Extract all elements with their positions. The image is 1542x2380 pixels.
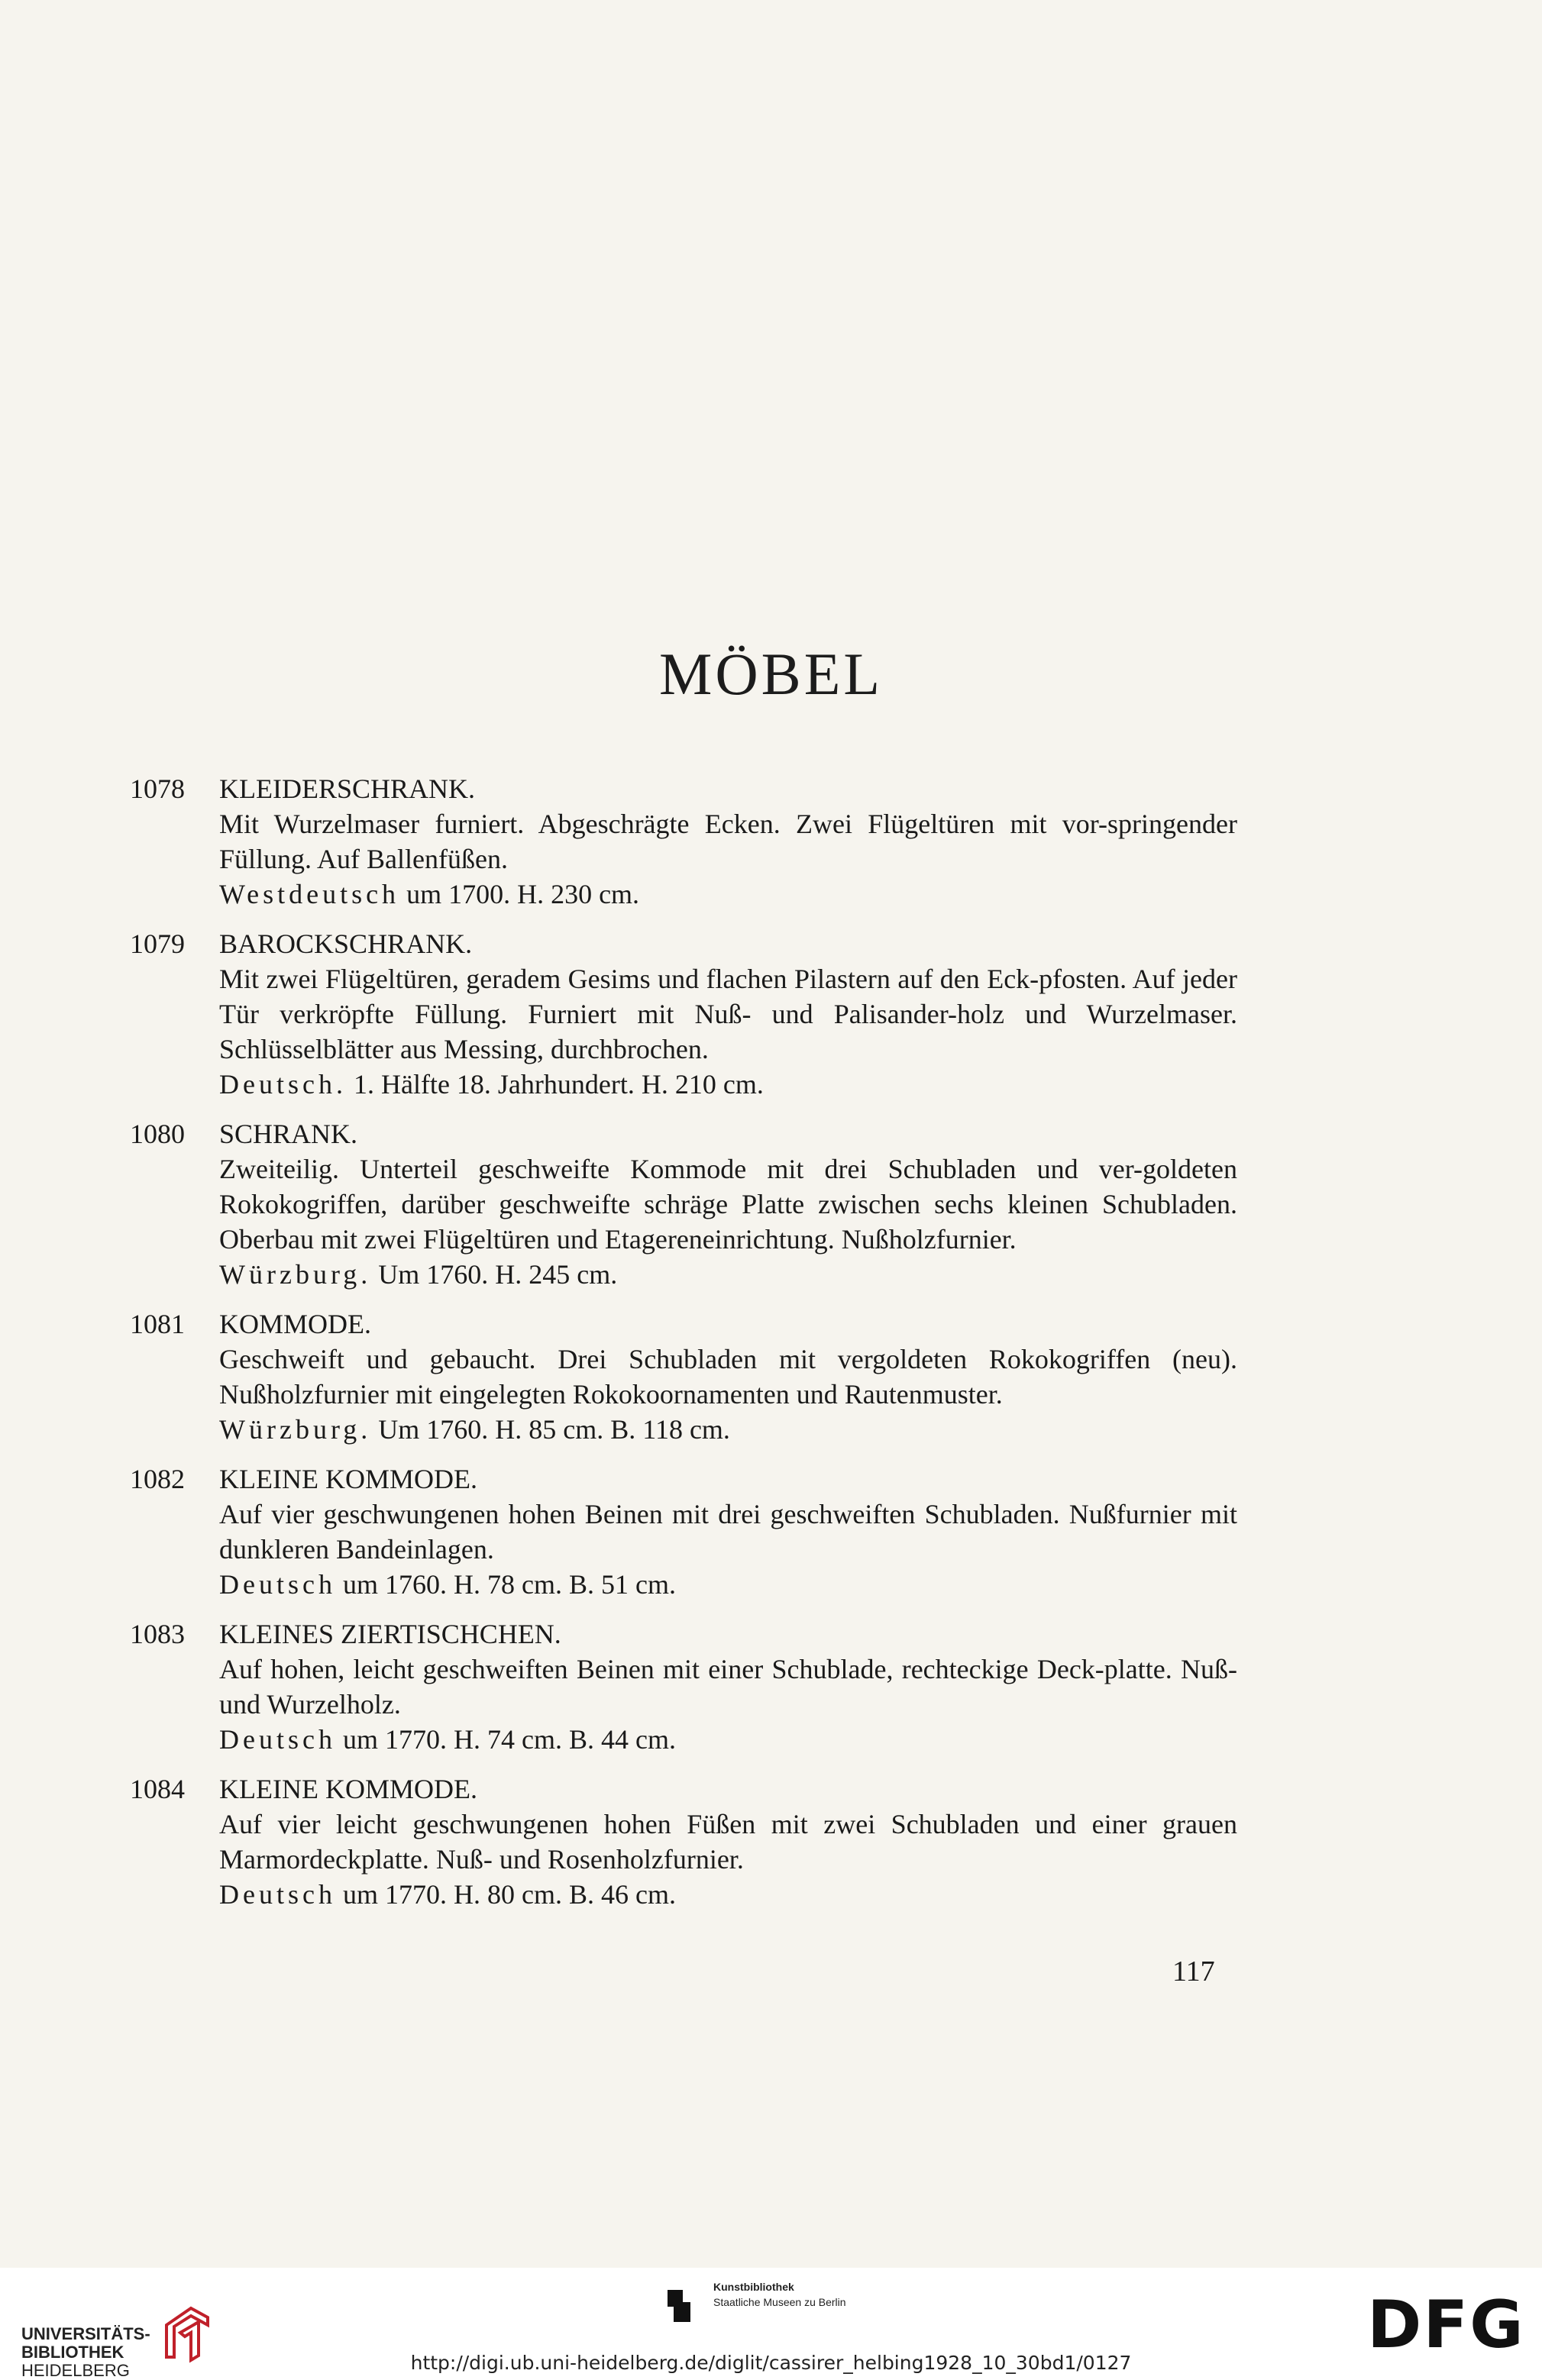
lot-title: KOMMODE. xyxy=(219,1309,372,1339)
digitization-footer xyxy=(0,2268,1542,2378)
ub-line-1: UNIVERSITÄTS- xyxy=(21,2324,150,2343)
kunstbibliothek-emblem-icon xyxy=(657,2279,703,2325)
lot-description: Mit Wurzelmaser furniert. Abgeschrägte Ecken. Zwei Flügeltüren mit vor-springender Füllung. Auf Ballenfüßen. xyxy=(219,809,1237,874)
lot-origin xyxy=(219,1067,1237,1102)
page-number: 117 xyxy=(1172,1955,1215,1988)
lot-title: KLEIDERSCHRANK. xyxy=(219,773,476,804)
origin-details: um 1770. H. 74 cm. B. 44 cm. xyxy=(335,1724,676,1755)
lot-title: KLEINE KOMMODE. xyxy=(219,1774,477,1804)
catalog-entry xyxy=(130,1306,1237,1447)
origin-details: um 1700. H. 230 cm. xyxy=(399,879,640,909)
origin-place: Deutsch. xyxy=(219,1069,347,1100)
origin-details: um 1760. H. 78 cm. B. 51 cm. xyxy=(335,1569,676,1600)
origin-place: Deutsch xyxy=(219,1724,336,1755)
dfg-logo[interactable]: DFG xyxy=(1367,2287,1525,2363)
lot-number: 1083 xyxy=(130,1619,185,1649)
origin-place: Deutsch xyxy=(219,1879,336,1910)
catalog-entry xyxy=(130,926,1237,1102)
lot-title: BAROCKSCHRANK. xyxy=(219,928,473,959)
university-library-logo[interactable] xyxy=(0,2294,221,2380)
lot-title: SCHRANK. xyxy=(219,1119,358,1149)
lot-description: Geschweift und gebaucht. Drei Schubladen mit vergoldeten Rokokogriffen (neu). Nußholzfurnier mit eingelegten Rokokoornamenten und Rautenmuster. xyxy=(219,1344,1237,1410)
lot-description: Auf vier leicht geschwungenen hohen Füßen mit zwei Schubladen und einer grauen Marmordeckplatte. Nuß- und Rosenholzfurnier. xyxy=(219,1809,1237,1875)
kb-line-2: Staatliche Museen zu Berlin xyxy=(713,2296,846,2308)
lot-number: 1084 xyxy=(130,1774,185,1804)
origin-place: Deutsch xyxy=(219,1569,336,1600)
lot-description: Mit zwei Flügeltüren, geradem Gesims und flachen Pilastern auf den Eck-pfosten. Auf jeder Tür verkröpfte Füllung. Furniert mit Nuß- und Palisander-holz und Wurzelmaser. Schlüsselblätter aus Messing, durchbrochen. xyxy=(219,964,1237,1064)
section-heading: MÖBEL xyxy=(659,641,883,707)
kunstbibliothek-logo[interactable] xyxy=(657,2279,846,2329)
lot-origin xyxy=(219,1567,1237,1602)
lot-number: 1081 xyxy=(130,1309,185,1339)
lot-origin xyxy=(219,1257,1237,1292)
kb-line-1: Kunstbibliothek xyxy=(713,2281,794,2293)
origin-place: Würzburg. xyxy=(219,1414,372,1445)
origin-details: Um 1760. H. 245 cm. xyxy=(371,1259,618,1290)
lot-description: Auf hohen, leicht geschweiften Beinen mit einer Schublade, rechteckige Deck-platte. Nuß- und Wurzelholz. xyxy=(219,1654,1237,1720)
lot-origin xyxy=(219,1722,1237,1757)
lot-description: Zweiteilig. Unterteil geschweifte Kommode mit drei Schubladen und ver-goldeten Rokokogriffen, darüber geschweifte schräge Platte zwischen sechs kleinen Schubladen. Oberbau mit zwei Flügeltüren und Etagereneinrichtung. Nußholzfurnier. xyxy=(219,1154,1237,1255)
lot-title: KLEINE KOMMODE. xyxy=(219,1464,477,1494)
ub-line-3: HEIDELBERG xyxy=(21,2361,130,2380)
origin-details: 1. Hälfte 18. Jahrhundert. H. 210 cm. xyxy=(346,1069,764,1100)
lot-origin xyxy=(219,877,1237,912)
lot-description: Auf vier geschwungenen hohen Beinen mit drei geschweiften Schubladen. Nußfurnier mit dunkleren Bandeinlagen. xyxy=(219,1499,1237,1565)
catalog-entries xyxy=(130,771,1237,1926)
origin-place: Westdeutsch xyxy=(219,879,400,909)
catalog-entry xyxy=(130,1616,1237,1757)
lot-origin xyxy=(219,1877,1237,1912)
lot-number: 1082 xyxy=(130,1464,185,1494)
origin-place: Würzburg. xyxy=(219,1259,372,1290)
lot-title: KLEINES ZIERTISCHCHEN. xyxy=(219,1619,561,1649)
lot-number: 1080 xyxy=(130,1119,185,1149)
ub-line-2: BIBLIOTHEK xyxy=(21,2343,124,2362)
catalog-entry xyxy=(130,1771,1237,1912)
lot-number: 1079 xyxy=(130,928,185,959)
lot-origin xyxy=(219,1412,1237,1447)
catalog-entry xyxy=(130,1116,1237,1292)
origin-details: um 1770. H. 80 cm. B. 46 cm. xyxy=(335,1879,676,1910)
lot-number: 1078 xyxy=(130,773,185,804)
catalog-entry xyxy=(130,771,1237,912)
permalink-url[interactable]: http://digi.ub.uni-heidelberg.de/diglit/cassirer_helbing1928_10_30bd1/0127 xyxy=(410,2352,1132,2374)
catalog-entry xyxy=(130,1461,1237,1602)
origin-details: Um 1760. H. 85 cm. B. 118 cm. xyxy=(371,1414,730,1445)
